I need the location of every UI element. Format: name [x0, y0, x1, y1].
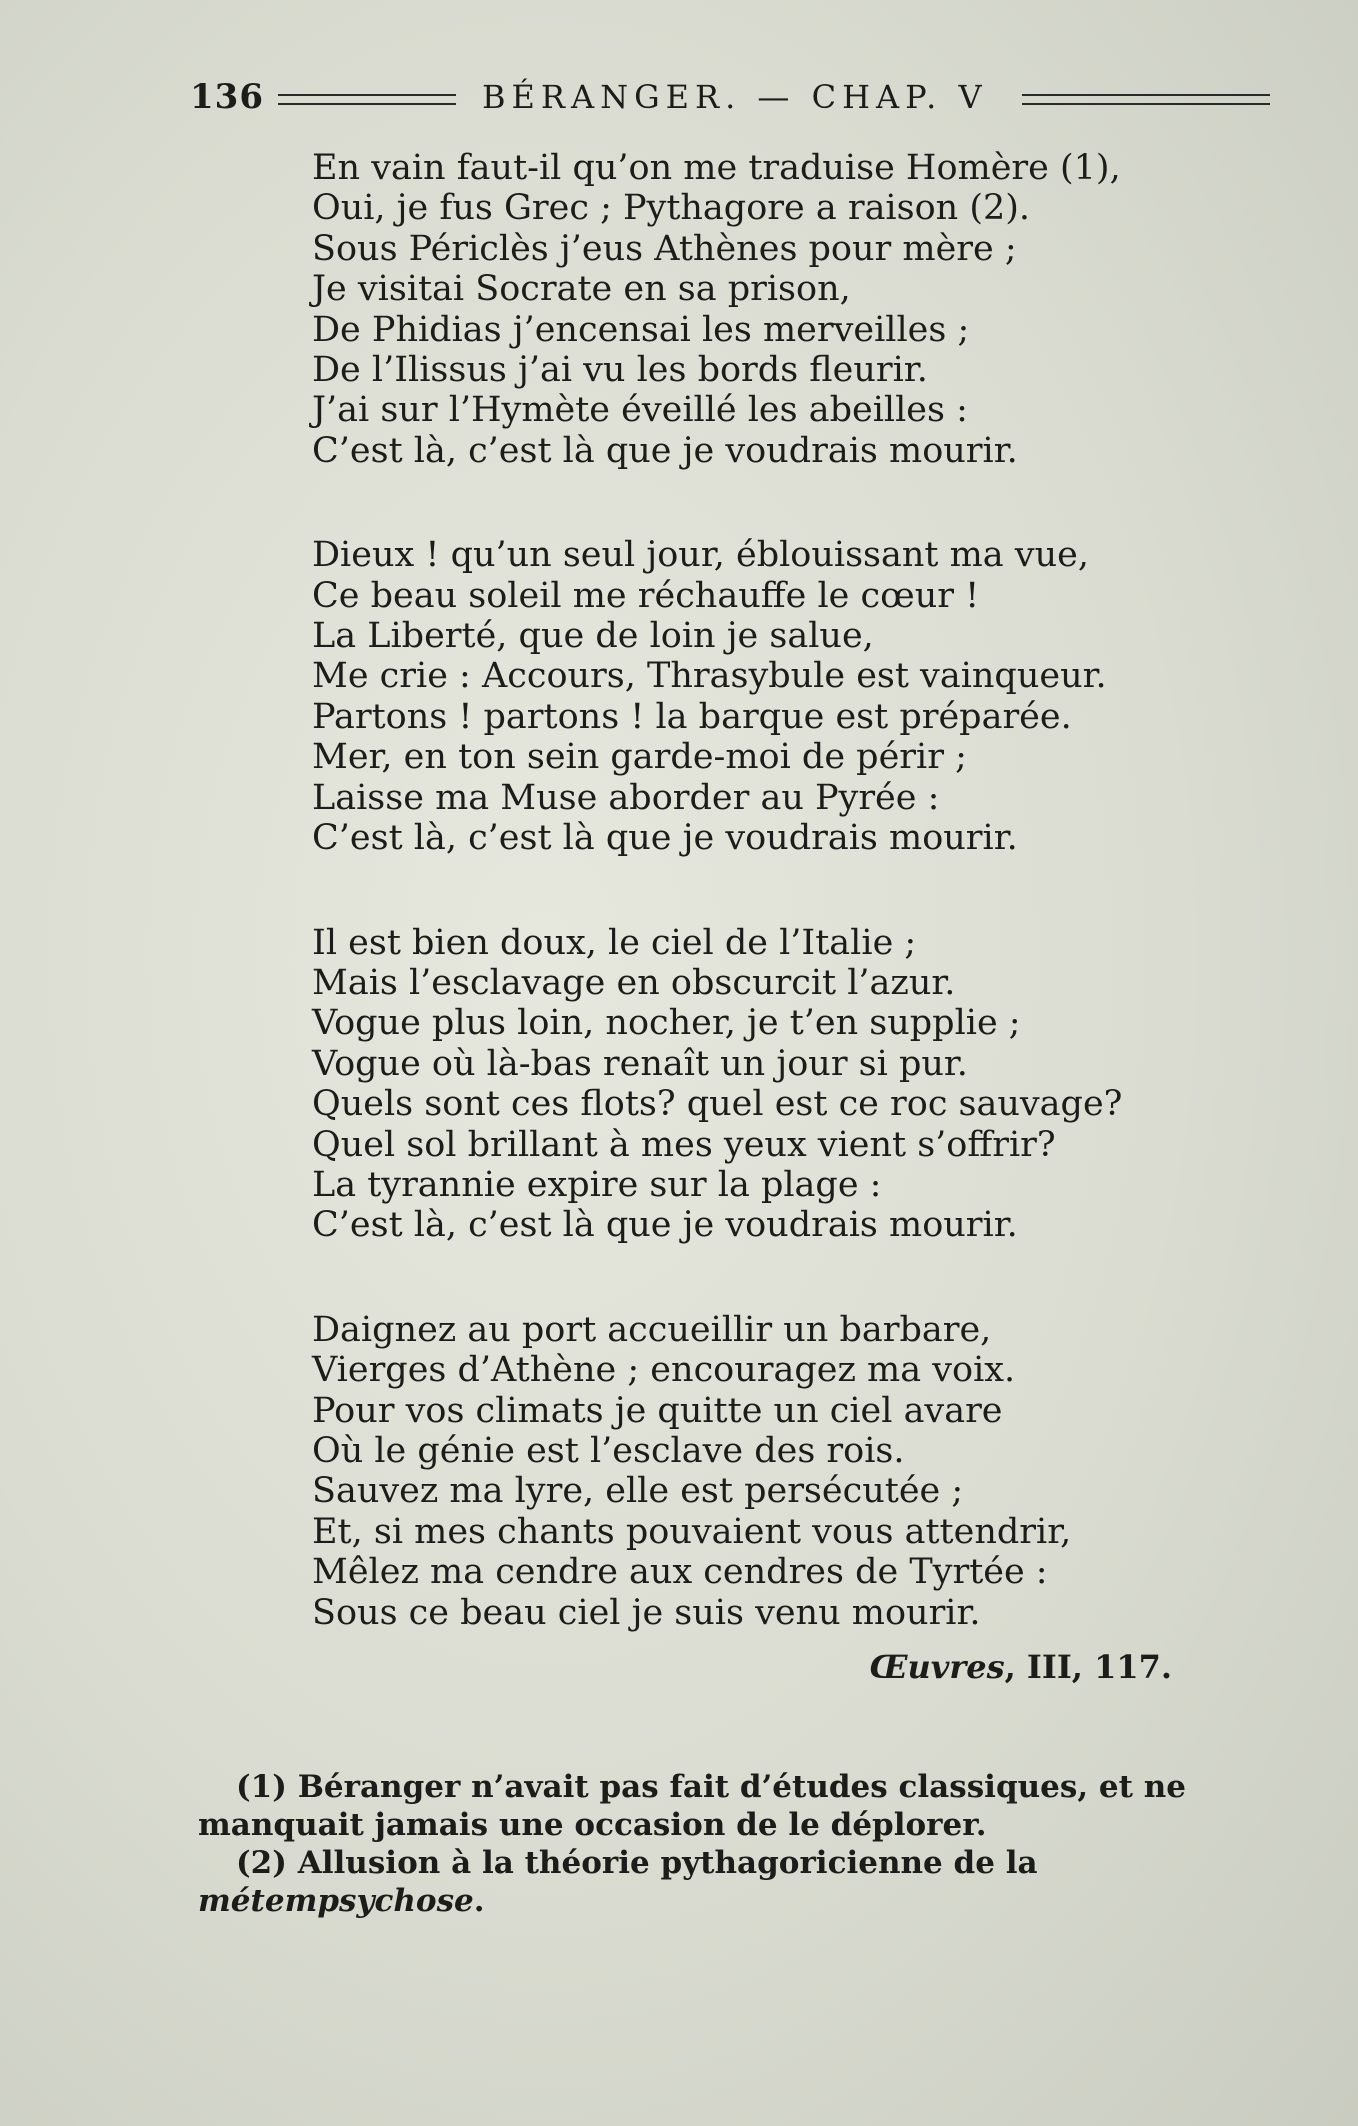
verse-line: En vain faut-il qu’on me traduise Homère (1),	[312, 148, 1121, 188]
footnote-2-emphasis: métempsychose	[198, 1883, 474, 1919]
source-work-title: Œuvres	[869, 1648, 1005, 1686]
verse-line: Mer, en ton sein garde-moi de périr ;	[312, 737, 967, 778]
verse-line: Daignez au port accueillir un barbare,	[312, 1309, 992, 1350]
verse-line: J’ai sur l’Hymète éveillé les abeilles :	[312, 390, 968, 431]
verse-line: De l’Ilissus j’ai vu les bords fleurir.	[312, 350, 928, 391]
page-number: 136	[190, 77, 264, 117]
stanza-3	[312, 923, 1212, 1246]
stanza-1	[312, 148, 1212, 471]
footnotes	[198, 1768, 1284, 1920]
verse-line: Laisse ma Muse aborder au Pyrée :	[312, 777, 940, 818]
stanza-2	[312, 535, 1212, 858]
verse-line: Ce beau soleil me réchauffe le cœur !	[312, 575, 980, 616]
verse-line: Mais l’esclavage en obscurcit l’azur.	[312, 962, 956, 1003]
poem	[312, 148, 1212, 1633]
verse-line: C’est là, c’est là que je voudrais mourir.	[312, 1205, 1018, 1246]
verse-line: Oui, je fus Grec ; Pythagore a raison (2).	[312, 188, 1031, 229]
verse-line: La Liberté, que de loin je salue,	[312, 616, 874, 657]
verse-line: Vierges d’Athène ; encouragez ma voix.	[312, 1350, 1016, 1391]
verse-line: Quels sont ces flots? quel est ce roc sauvage?	[312, 1084, 1123, 1125]
verse-line: Vogue plus loin, nocher, je t’en supplie ;	[312, 1003, 1021, 1044]
verse-line: Où le génie est l’esclave des rois.	[312, 1430, 905, 1471]
footnote-1	[198, 1768, 1284, 1844]
header-rule-right	[1022, 94, 1270, 105]
verse-line: Quel sol brillant à mes yeux vient s’offrir?	[312, 1124, 1056, 1165]
verse-line: C’est là, c’est là que je voudrais mourir.	[312, 430, 1018, 471]
verse-line: Me crie : Accours, Thrasybule est vainqueur.	[312, 656, 1107, 697]
footnote-2-end: .	[473, 1883, 485, 1919]
running-header	[190, 72, 1270, 122]
footnote-2-text: (2) Allusion à la théorie pythagoricienne de la	[236, 1845, 1038, 1881]
verse-line: Sous Périclès j’eus Athènes pour mère ;	[312, 228, 1017, 269]
verse-line: La tyrannie expire sur la plage :	[312, 1164, 882, 1205]
source-reference: , III, 117.	[1004, 1648, 1172, 1686]
verse-line: De Phidias j’encensai les merveilles ;	[312, 309, 970, 350]
verse-line: Dieux ! qu’un seul jour, éblouissant ma vue,	[312, 535, 1089, 576]
verse-line: Et, si mes chants pouvaient vous attendrir,	[312, 1511, 1072, 1552]
footnote-2	[198, 1844, 1284, 1920]
verse-line: Je visitai Socrate en sa prison,	[312, 269, 851, 310]
stanza-4	[312, 1310, 1212, 1633]
verse-line: Vogue où là-bas renaît un jour si pur.	[312, 1043, 968, 1084]
verse-line: Pour vos climats je quitte un ciel avare	[312, 1390, 1003, 1431]
header-rule-left	[278, 94, 456, 105]
verse-line: C’est là, c’est là que je voudrais mourir.	[312, 818, 1018, 859]
footnote-1-text: (1) Béranger n’avait pas fait d’études classiques, et ne manquait jamais une occasion de le déplorer.	[198, 1769, 1187, 1843]
verse-line: Sous ce beau ciel je suis venu mourir.	[312, 1592, 981, 1633]
verse-line: Partons ! partons ! la barque est préparée.	[312, 696, 1072, 737]
running-title: BÉRANGER. — CHAP. V	[481, 78, 988, 116]
verse-line: Mêlez ma cendre aux cendres de Tyrtée :	[312, 1552, 1048, 1593]
verse-line: Sauvez ma lyre, elle est persécutée ;	[312, 1471, 964, 1512]
verse-line: Il est bien doux, le ciel de l’Italie ;	[312, 922, 917, 963]
source-citation	[870, 1648, 1172, 1686]
